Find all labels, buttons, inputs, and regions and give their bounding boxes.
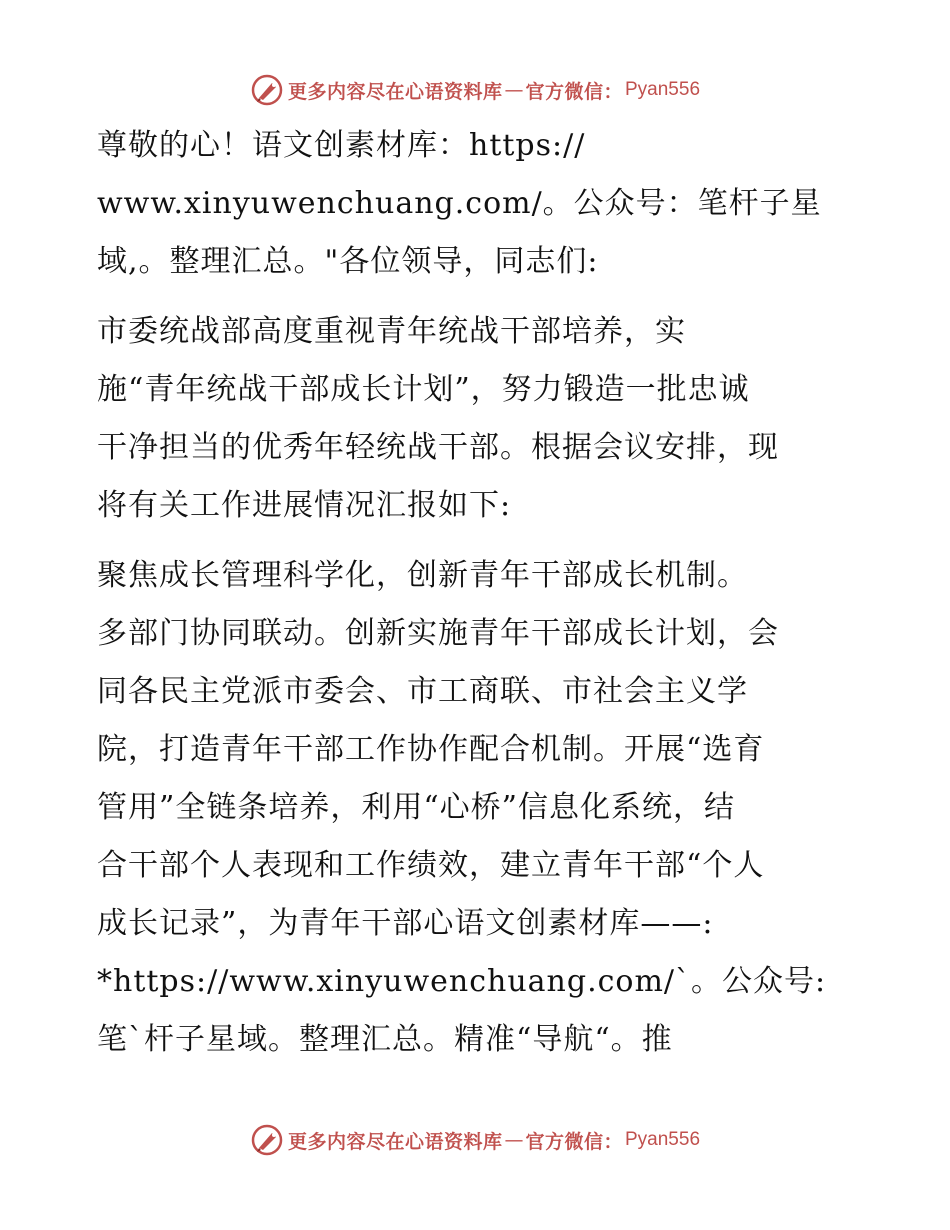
text-line: 成长记录”，为青年干部心语文创素材库——: [97, 906, 714, 941]
text-line: 聚焦成长管理科学化，创新青年干部成长机制。 [97, 558, 748, 593]
paragraph-greeting [97, 117, 857, 291]
text-line: 笔`杆子星域。整理汇总。精准“导航“。推 [97, 1022, 673, 1057]
header-banner [0, 70, 950, 110]
text-line: 同各民主党派市委会、市工商联、市社会主义学 [97, 674, 748, 709]
banner-separator: — [504, 1129, 524, 1151]
text-line: 尊敬的心！语文创素材库：https:// [97, 128, 586, 163]
text-line: www.xinyuwenchuang.com/。公众号：笔杆子星 [97, 186, 822, 221]
banner-wechat-id: Pyan556 [625, 79, 701, 100]
text-line: 施“青年统战干部成长计划”，努力锻造一批忠诚 [97, 372, 750, 407]
text-line: 市委统战部高度重视青年统战干部培养，实 [97, 314, 686, 349]
paragraph-section [97, 547, 857, 1069]
text-line: 干净担当的优秀年轻统战干部。根据会议安排，现 [97, 430, 779, 465]
text-line: *https://www.xinyuwenchuang.com/`。公众号: [97, 964, 827, 999]
banner-text: 更多内容尽在心语资料库 [287, 1130, 503, 1153]
text-line: 域,。整理汇总。"各位领导，同志们: [97, 244, 599, 279]
paragraph-intro [97, 303, 857, 535]
banner-text: 更多内容尽在心语资料库 [287, 80, 503, 103]
text-line: 多部门协同联动。创新实施青年干部成长计划，会 [97, 616, 779, 651]
banner-separator: — [504, 79, 524, 101]
text-line: 合干部个人表现和工作绩效，建立青年干部“个人 [97, 848, 765, 883]
banner-wechat-id: Pyan556 [625, 1129, 701, 1150]
banner-wechat-label: 官方微信： [525, 80, 623, 103]
banner-wechat-label: 官方微信： [525, 1130, 623, 1153]
text-line: 管用”全链条培养，利用“心桥”信息化系统，结 [97, 790, 736, 825]
pen-logo-icon [250, 1123, 284, 1157]
text-line: 将有关工作进展情况汇报如下: [97, 488, 512, 523]
footer-banner [0, 1120, 950, 1160]
pen-logo-icon [250, 73, 284, 107]
document-body [97, 117, 857, 1081]
text-line: 院，打造青年干部工作协作配合机制。开展“选育 [97, 732, 765, 767]
